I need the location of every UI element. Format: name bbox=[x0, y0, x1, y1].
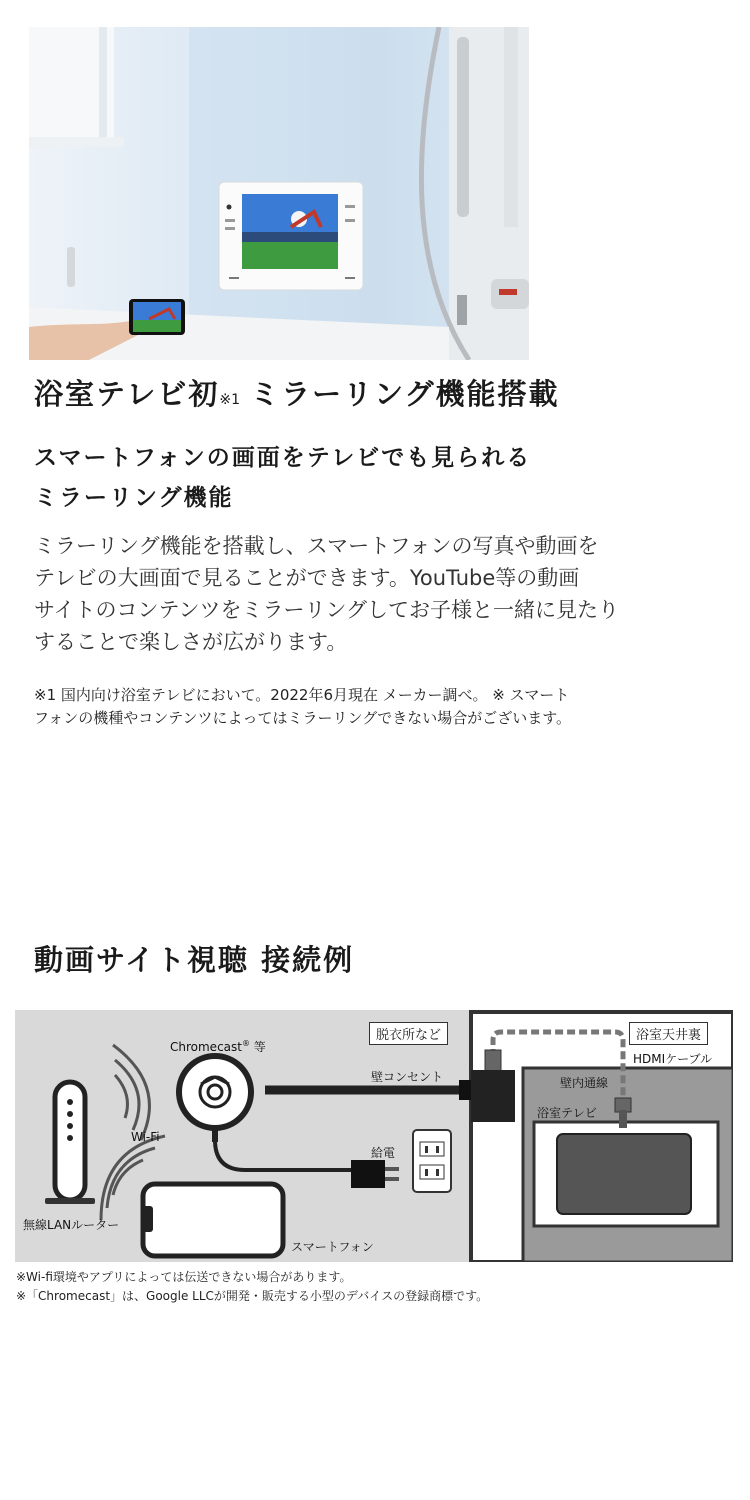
body-line: ミラーリング機能を搭載し、スマートフォンの写真や動画を bbox=[34, 534, 599, 558]
label-router: 無線LANルーター bbox=[23, 1218, 120, 1232]
bathroom-illustration bbox=[29, 27, 529, 360]
label-wifi: Wi-Fi bbox=[131, 1130, 160, 1144]
body-line: サイトのコンテンツをミラーリングしてお子様と一緒に見たり bbox=[34, 598, 620, 622]
body-line: テレビの大画面で見ることができます。YouTube等の動画 bbox=[34, 566, 580, 590]
label-dressing-room: 脱衣所など bbox=[369, 1022, 448, 1045]
section-title bbox=[34, 372, 559, 413]
connection-example-title: 動画サイト視聴 接続例 bbox=[34, 943, 355, 977]
label-power: 給電 bbox=[371, 1146, 396, 1160]
subtitle-line: ミラーリング機能 bbox=[34, 485, 234, 511]
bath-tv-screen bbox=[557, 1134, 691, 1214]
label-bath-tv: 浴室テレビ bbox=[537, 1106, 597, 1120]
label-bath-ceiling: 浴室天井裏 bbox=[629, 1022, 708, 1045]
wall-socket-icon bbox=[413, 1130, 451, 1192]
section-note bbox=[34, 684, 571, 730]
note-line: ※1 国内向け浴室テレビにおいて。2022年6月現在 メーカー調べ。 ※ スマート bbox=[34, 686, 570, 704]
diagram-graphics bbox=[15, 1010, 733, 1262]
label-wall-outlet: 壁コンセント bbox=[371, 1070, 444, 1084]
title-footnote-mark: ※1 bbox=[219, 392, 241, 408]
label-smartphone: スマートフォン bbox=[291, 1240, 374, 1254]
power-plug bbox=[351, 1160, 385, 1188]
footnote-wifi: ※Wi-fi環境やアプリによっては伝送できない場合があります。 bbox=[16, 1270, 352, 1284]
footnote-chromecast: ※「Chromecast」は、Google LLCが開発・販売する小型のデバイスの登録商標です。 bbox=[16, 1289, 489, 1303]
smartphone-icon bbox=[143, 1184, 283, 1256]
label-hdmi-cable: HDMIケーブル bbox=[633, 1052, 713, 1066]
section-subtitle bbox=[34, 438, 531, 518]
label-in-wall: 壁内通線 bbox=[560, 1076, 609, 1090]
note-line: フォンの機種やコンテンツによってはミラーリングできない場合がございます。 bbox=[34, 709, 572, 727]
title-rest: ミラーリング機能搭載 bbox=[250, 377, 560, 411]
section-body bbox=[34, 530, 714, 658]
title-main: 浴室テレビ初 bbox=[34, 377, 220, 411]
label-chromecast: Chromecast® 等 bbox=[170, 1039, 266, 1054]
hero-photo bbox=[29, 27, 529, 360]
connection-diagram bbox=[15, 1010, 733, 1262]
body-line: することで楽しさが広がります。 bbox=[34, 630, 348, 654]
subtitle-line: スマートフォンの画面をテレビでも見られる bbox=[34, 445, 532, 471]
